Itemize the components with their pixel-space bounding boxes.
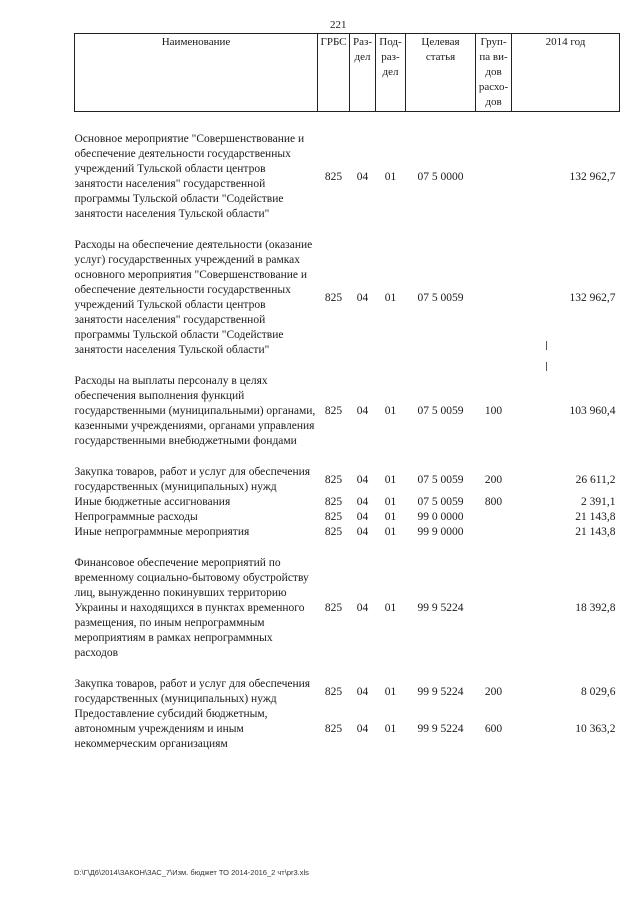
table-row bbox=[75, 465, 620, 495]
row-gruppa: 100 bbox=[484, 405, 503, 417]
row-razdel: 04 bbox=[356, 473, 369, 486]
table-row bbox=[75, 677, 620, 707]
row-name: Основное мероприятие "Совершенствование и обеспечение деятельности государственных учреждений Тульской области центров занятости населения" государственной программы Тульской области "Содействие занятости населения Тульской области" bbox=[74, 133, 305, 220]
row-razdel: 04 bbox=[356, 405, 369, 417]
row-podrazdel: 01 bbox=[384, 405, 397, 417]
row-podrazdel: 01 bbox=[384, 723, 397, 735]
row-spacer bbox=[75, 358, 620, 374]
row-grbs: 825 bbox=[324, 405, 343, 417]
table-row bbox=[75, 525, 620, 540]
table-row bbox=[75, 238, 620, 358]
row-spacer bbox=[75, 449, 620, 465]
header-gruppa: Груп-па ви-дов расхо-дов bbox=[476, 34, 512, 112]
row-name: Иные непрограммные мероприятия bbox=[74, 526, 250, 538]
row-celevaya: 99 9 5224 bbox=[417, 602, 464, 614]
row-sum: 132 962,7 bbox=[569, 291, 616, 304]
row-grbs: 825 bbox=[324, 496, 343, 508]
row-celevaya: 99 9 0000 bbox=[417, 526, 464, 538]
file-path-footer: D:\Г\Д6\2014\ЗАКОН\ЗАС_7\Изм. бюджет ТО 2014-2016_2 чт\pr3.xls bbox=[74, 868, 309, 877]
row-celevaya: 07 5 0000 bbox=[417, 170, 464, 183]
row-spacer bbox=[75, 112, 620, 133]
row-sum: 18 392,8 bbox=[575, 602, 616, 614]
row-podrazdel: 01 bbox=[384, 602, 397, 614]
row-sum: 103 960,4 bbox=[569, 405, 616, 417]
table-row bbox=[75, 374, 620, 449]
row-razdel: 04 bbox=[356, 602, 369, 614]
header-celevaya: Целевая статья bbox=[406, 34, 476, 112]
row-name: Иные бюджетные ассигнования bbox=[74, 496, 231, 508]
row-razdel: 04 bbox=[356, 511, 369, 523]
row-gruppa: 600 bbox=[484, 723, 503, 735]
page-number: 221 bbox=[330, 19, 347, 31]
row-celevaya: 07 5 0059 bbox=[417, 473, 464, 486]
row-name: Закупка товаров, работ и услуг для обеспечения государственных (муниципальных) нужд bbox=[74, 678, 311, 705]
row-celevaya: 07 5 0059 bbox=[417, 405, 464, 417]
row-name: Закупка товаров, работ и услуг для обеспечения государственных (муниципальных) нужд bbox=[74, 466, 311, 493]
header-grbs: ГРБС bbox=[318, 34, 350, 112]
row-grbs: 825 bbox=[324, 170, 343, 183]
row-sum: 8 029,6 bbox=[581, 685, 616, 698]
row-celevaya: 07 5 0059 bbox=[417, 291, 464, 304]
header-razdel: Раз-дел bbox=[350, 34, 376, 112]
row-razdel: 04 bbox=[356, 723, 369, 735]
row-podrazdel: 01 bbox=[384, 291, 397, 304]
row-grbs: 825 bbox=[324, 511, 343, 523]
table-row bbox=[75, 707, 620, 752]
row-sum: 26 611,2 bbox=[575, 473, 616, 486]
row-name: Предоставление субсидий бюджетным, автономным учреждениям и иным некоммерческим организациям bbox=[74, 708, 268, 750]
row-grbs: 825 bbox=[324, 526, 343, 538]
row-podrazdel: 01 bbox=[384, 526, 397, 538]
row-gruppa bbox=[476, 525, 512, 540]
row-name: Расходы на обеспечение деятельности (оказание услуг) государственных учреждений в рамках основного мероприятия "Совершенствование и обеспечение деятельности государственных учреждений Тульской области центров занятости населения" государственной программы Тульской области "Содействие занятости населения Тульской области" bbox=[74, 239, 313, 356]
row-name: Непрограммные расходы bbox=[74, 511, 198, 523]
row-sum: 21 143,8 bbox=[575, 526, 616, 538]
table-row bbox=[75, 510, 620, 525]
row-name: Расходы на выплаты персоналу в целях обеспечения выполнения функций государственными (муниципальными) органами, казенными учреждениями, органами управления государственными внебюджетными фондами bbox=[74, 375, 316, 447]
table-row bbox=[75, 556, 620, 661]
row-grbs: 825 bbox=[324, 602, 343, 614]
table-header bbox=[75, 34, 620, 112]
row-grbs: 825 bbox=[324, 723, 343, 735]
row-celevaya: 07 5 0059 bbox=[417, 496, 464, 508]
row-spacer bbox=[75, 222, 620, 238]
row-grbs: 825 bbox=[324, 685, 343, 698]
row-sum: 132 962,7 bbox=[569, 170, 616, 183]
scan-mark bbox=[546, 341, 547, 350]
row-podrazdel: 01 bbox=[384, 685, 397, 698]
row-sum: 10 363,2 bbox=[575, 723, 616, 735]
row-gruppa bbox=[476, 556, 512, 661]
row-celevaya: 99 0 0000 bbox=[417, 511, 464, 523]
row-razdel: 04 bbox=[356, 170, 369, 183]
scan-mark bbox=[546, 362, 547, 371]
row-razdel: 04 bbox=[356, 526, 369, 538]
row-name: Финансовое обеспечение мероприятий по временному социально-бытовому обустройству лиц, вынужденно покинувших территорию Украины и находящихся в пунктах временного размещения, по иным непрограммным мероприятиям в рамках непрограммных расходов bbox=[74, 557, 309, 659]
table-row bbox=[75, 495, 620, 510]
table-row bbox=[75, 132, 620, 222]
row-celevaya: 99 9 5224 bbox=[417, 723, 464, 735]
row-gruppa bbox=[476, 510, 512, 525]
row-razdel: 04 bbox=[356, 685, 369, 698]
table-body bbox=[75, 112, 620, 753]
row-gruppa: 800 bbox=[484, 496, 503, 508]
row-gruppa bbox=[476, 132, 512, 222]
row-gruppa: 200 bbox=[484, 685, 503, 698]
row-grbs: 825 bbox=[324, 473, 343, 486]
row-podrazdel: 01 bbox=[384, 473, 397, 486]
row-celevaya: 99 9 5224 bbox=[417, 685, 464, 698]
row-gruppa bbox=[476, 238, 512, 358]
row-podrazdel: 01 bbox=[384, 511, 397, 523]
row-razdel: 04 bbox=[356, 291, 369, 304]
row-podrazdel: 01 bbox=[384, 496, 397, 508]
row-gruppa: 200 bbox=[484, 473, 503, 486]
row-spacer bbox=[75, 661, 620, 677]
header-year: 2014 год bbox=[512, 34, 620, 112]
row-podrazdel: 01 bbox=[384, 170, 397, 183]
row-sum: 21 143,8 bbox=[575, 511, 616, 523]
header-podrazdel: Под-раз-дел bbox=[376, 34, 406, 112]
row-spacer bbox=[75, 540, 620, 556]
row-grbs: 825 bbox=[324, 291, 343, 304]
row-sum: 2 391,1 bbox=[581, 496, 616, 508]
budget-table bbox=[74, 33, 620, 752]
row-razdel: 04 bbox=[356, 496, 369, 508]
header-name: Наименование bbox=[75, 34, 318, 112]
